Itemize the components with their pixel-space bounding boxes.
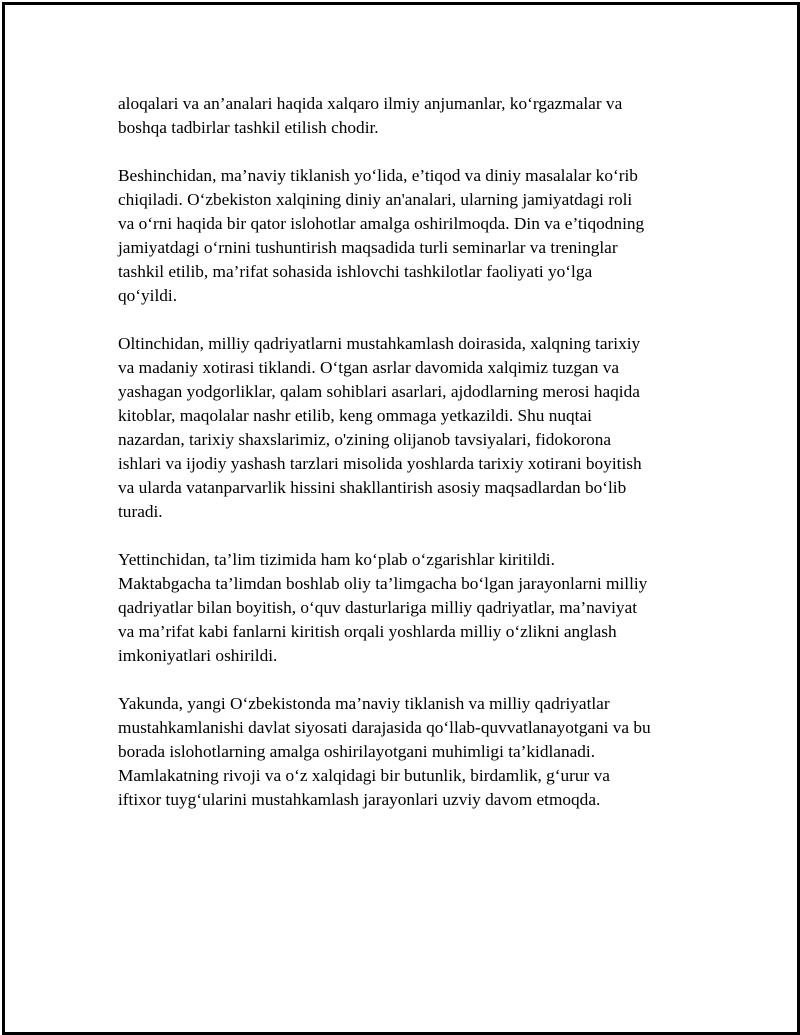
text-line: boshqa tadbirlar tashkil etilish chodir. bbox=[118, 118, 379, 137]
paragraph bbox=[118, 548, 693, 668]
text-line: turadi. bbox=[118, 502, 163, 521]
text-line: chiqiladi. O‘zbekiston xalqining diniy an'analari, ularning jamiyatdagi roli bbox=[118, 190, 633, 209]
text-line: va o‘rni haqida bir qator islohotlar amalga oshirilmoqda. Din va e’tiqodning bbox=[118, 214, 645, 233]
text-line: va madaniy xotirasi tiklandi. O‘tgan asrlar davomida xalqimiz tuzgan va bbox=[118, 358, 620, 377]
text-line: Beshinchidan, ma’naviy tiklanish yo‘lida, e’tiqod va diniy masalalar ko‘rib bbox=[118, 166, 638, 185]
text-line: Yakunda, yangi O‘zbekistonda ma’naviy tiklanish va milliy qadriyatlar bbox=[118, 694, 610, 713]
paragraph bbox=[118, 332, 693, 524]
text-line: Mamlakatning rivoji va o‘z xalqidagi bir butunlik, birdamlik, g‘urur va bbox=[118, 766, 610, 785]
paragraph bbox=[118, 692, 693, 812]
text-line: yashagan yodgorliklar, qalam sohiblari asarlari, ajdodlarning merosi haqida bbox=[118, 382, 640, 401]
text-line: va ularda vatanparvarlik hissini shakllantirish asosiy maqsadlardan bo‘lib bbox=[118, 478, 627, 497]
text-line: va ma’rifat kabi fanlarni kiritish orqali yoshlarda milliy o‘zlikni anglash bbox=[118, 622, 617, 641]
paragraph bbox=[118, 164, 693, 308]
text-line: iftixor tuyg‘ularini mustahkamlash jarayonlari uzviy davom etmoqda. bbox=[118, 790, 601, 809]
text-line: nazardan, tarixiy shaxslarimiz, o'zining olijanob tavsiyalari, fidokorona bbox=[118, 430, 612, 449]
text-line: Oltinchidan, milliy qadriyatlarni mustahkamlash doirasida, xalqning tarixiy bbox=[118, 334, 641, 353]
text-line: tashkil etilib, ma’rifat sohasida ishlovchi tashkilotlar faoliyati yo‘lga bbox=[118, 262, 593, 281]
text-line: jamiyatdagi o‘rnini tushuntirish maqsadida turli seminarlar va treninglar bbox=[118, 238, 618, 257]
text-line: qadriyatlar bilan boyitish, o‘quv dasturlariga milliy qadriyatlar, ma’naviyat bbox=[118, 598, 638, 617]
text-line: borada islohotlarning amalga oshirilayotgani muhimligi ta’kidlanadi. bbox=[118, 742, 596, 761]
document-body bbox=[118, 92, 693, 836]
paragraph bbox=[118, 92, 693, 140]
text-line: Maktabgacha ta’limdan boshlab oliy ta’limgacha bo‘lgan jarayonlarni milliy bbox=[118, 574, 648, 593]
text-line: imkoniyatlari oshirildi. bbox=[118, 646, 278, 665]
text-line: aloqalari va an’analari haqida xalqaro ilmiy anjumanlar, ko‘rgazmalar va bbox=[118, 94, 623, 113]
text-line: mustahkamlanishi davlat siyosati darajasida qo‘llab-quvvatlanayotgani va bu bbox=[118, 718, 651, 737]
text-line: kitoblar, maqolalar nashr etilib, keng ommaga yetkazildi. Shu nuqtai bbox=[118, 406, 592, 425]
text-line: Yettinchidan, ta’lim tizimida ham ko‘plab o‘zgarishlar kiritildi. bbox=[118, 550, 555, 569]
text-line: qo‘yildi. bbox=[118, 286, 178, 305]
text-line: ishlari va ijodiy yashash tarzlari misolida yoshlarda tarixiy xotirani boyitish bbox=[118, 454, 642, 473]
